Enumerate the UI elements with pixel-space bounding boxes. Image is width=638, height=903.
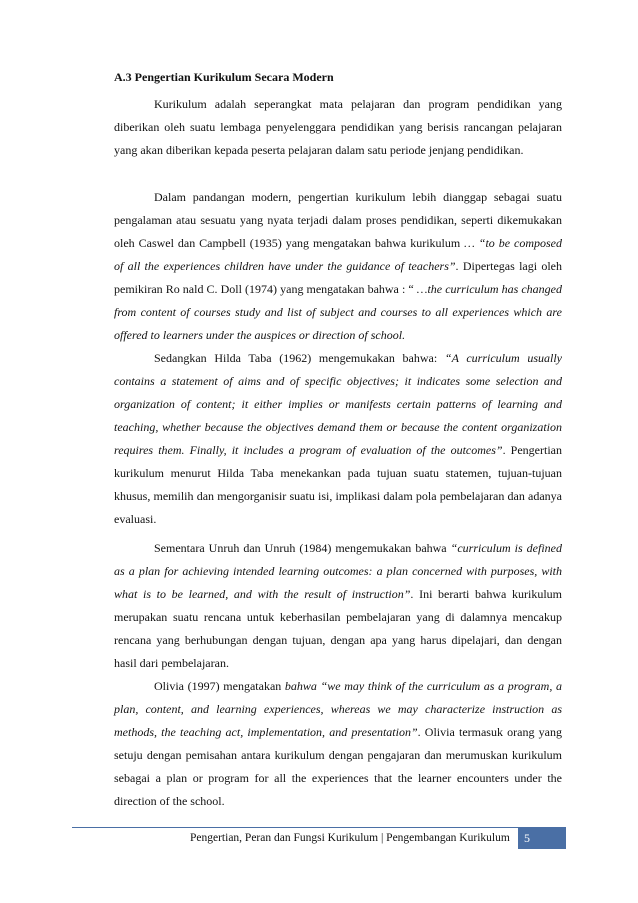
paragraph-5	[114, 675, 562, 813]
body-text: Kurikulum adalah seperangkat mata pelajaran dan program pendidikan yang diberikan oleh suatu lembaga penyelenggara pendidikan yang berisis rancangan pelajaran yang akan diberikan kepada peserta pelajaran dalam satu periode jenjang pendidikan.	[114, 97, 562, 157]
body-text: Sedangkan Hilda Taba (1962) mengemukakan bahwa:	[154, 351, 445, 365]
quoted-text: bahwa “we may think of the curriculum as a program, a plan, content, and learning experiences, whereas we may characterize instruction as methods, the teaching act, implementation, and presentation”	[114, 679, 562, 739]
body-text: Olivia (1997) mengatakan	[154, 679, 285, 693]
quoted-text: …the curriculum has changed from content of courses study and list of subject and courses to all experiences which are offered to learners under the auspices or direction of school.	[114, 282, 562, 342]
page-number: 5	[518, 827, 566, 849]
paragraph-body	[114, 347, 562, 531]
quoted-text: “A curriculum usually contains a statement of aims and of specific objectives; it indicates some selection and organization of content; it either implies or manifests certain patterns of learning and teaching, whether because the objectives demand them or because the content organization requires them. Finally, it includes a program of evaluation of the outcomes”	[114, 351, 563, 457]
footer-divider	[72, 827, 566, 828]
footer-title: Pengertian, Peran dan Fungsi Kurikulum | Pengembangan Kurikulum	[190, 832, 510, 844]
body-text: . Pengertian kurikulum menurut Hilda Taba menekankan pada tujuan suatu statemen, tujuan-tujuan khusus, memilih dan mengorganisir suatu isi, implikasi dalam pola pembelajaran dan adanya evaluasi.	[114, 443, 562, 526]
paragraph-2	[114, 186, 562, 347]
body-text: . Olivia termasuk orang yang setuju dengan pemisahan antara kurikulum dengan pengajaran dan merumuskan kurikulum sebagai a plan or program for all the experiences that the learner encounters under the direction of the school.	[114, 725, 562, 808]
quoted-text: “curriculum is defined as a plan for achieving intended learning outcomes: a plan concerned with purposes, with what is to be learned, and with the result of instruction”	[114, 541, 563, 601]
paragraph-4	[114, 537, 562, 675]
section-heading: A.3 Pengertian Kurikulum Secara Modern	[114, 70, 334, 84]
paragraph-3	[114, 347, 562, 531]
paragraph-body	[114, 93, 562, 162]
body-text: . Dipertegas lagi oleh pemikiran Ro nald C. Doll (1974) yang mengatakan bahwa : “	[114, 259, 563, 296]
paragraph-1	[114, 93, 562, 162]
body-text: Dalam pandangan modern, pengertian kurikulum lebih dianggap sebagai suatu pengalaman atau sesuatu yang nyata terjadi dalam proses pendidikan, seperti dikemukakan oleh Caswel dan Campbell (1935) yang mengatakan bahwa kurikulum	[114, 190, 562, 250]
quoted-text: … “to be composed of all the experiences children have under the guidance of teachers”	[114, 236, 563, 273]
paragraph-body	[114, 675, 562, 813]
body-text: . Ini berarti bahwa kurikulum merupakan suatu rencana untuk keberhasilan pembelajaran yang di dalamnya mencakup rencana yang berhubungan dengan tujuan, dengan apa yang harus dipelajari, dan dengan hasil dari pembelajaran.	[114, 587, 562, 670]
paragraph-body	[114, 186, 562, 347]
body-text: Sementara Unruh dan Unruh (1984) mengemukakan bahwa	[154, 541, 451, 555]
paragraph-body	[114, 537, 562, 675]
